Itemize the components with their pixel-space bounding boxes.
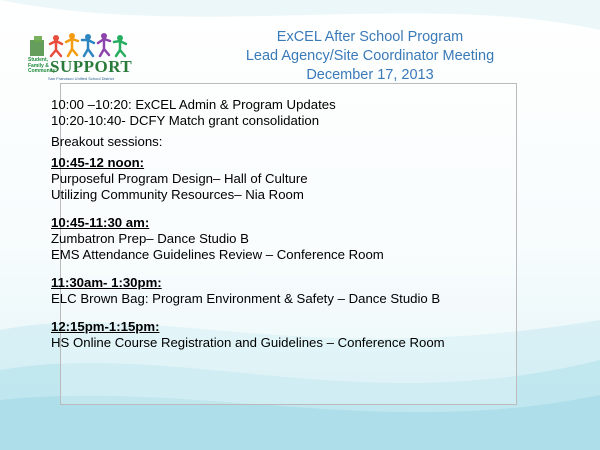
session-line: Zumbatron Prep– Dance Studio B bbox=[51, 231, 249, 246]
session-block bbox=[51, 155, 591, 203]
session-block bbox=[51, 275, 591, 307]
title-line-date: December 17, 2013 bbox=[306, 67, 434, 83]
session-time: 11:30am- 1:30pm: bbox=[51, 275, 162, 290]
logo-name: SUPPORT bbox=[50, 57, 133, 76]
session-line: Purposeful Program Design– Hall of Culture bbox=[51, 171, 308, 186]
agenda-item-dcfy: 10:20-10:40- DCFY Match grant consolidation bbox=[51, 113, 320, 128]
session-block bbox=[51, 215, 591, 263]
session-time: 10:45-11:30 am: bbox=[51, 215, 150, 230]
people-figures-icon bbox=[28, 30, 130, 58]
logo-small-text: Student, Family & Community bbox=[28, 57, 56, 74]
session-time: 10:45-12 noon: bbox=[51, 155, 145, 170]
session-line: Utilizing Community Resources– Nia Room bbox=[51, 187, 304, 202]
title-line-meeting: Lead Agency/Site Coordinator Meeting bbox=[245, 48, 495, 64]
session-line: ELC Brown Bag: Program Environment & Safety – Dance Studio B bbox=[51, 291, 441, 306]
logo bbox=[28, 30, 133, 81]
logo-district: San Francisco Unified School District bbox=[48, 76, 114, 81]
session-line: HS Online Course Registration and Guidelines – Conference Room bbox=[51, 335, 445, 350]
agenda bbox=[51, 97, 591, 351]
session-line: EMS Attendance Guidelines Review – Conference Room bbox=[51, 247, 384, 262]
breakout-label: Breakout sessions: bbox=[51, 134, 163, 149]
session-block bbox=[51, 319, 591, 351]
title-line-program: ExCEL After School Program bbox=[276, 29, 464, 45]
agenda-item-admin: 10:00 –10:20: ExCEL Admin & Program Updates bbox=[51, 97, 336, 112]
session-time: 12:15pm-1:15pm: bbox=[51, 319, 160, 334]
page-title bbox=[205, 28, 535, 85]
